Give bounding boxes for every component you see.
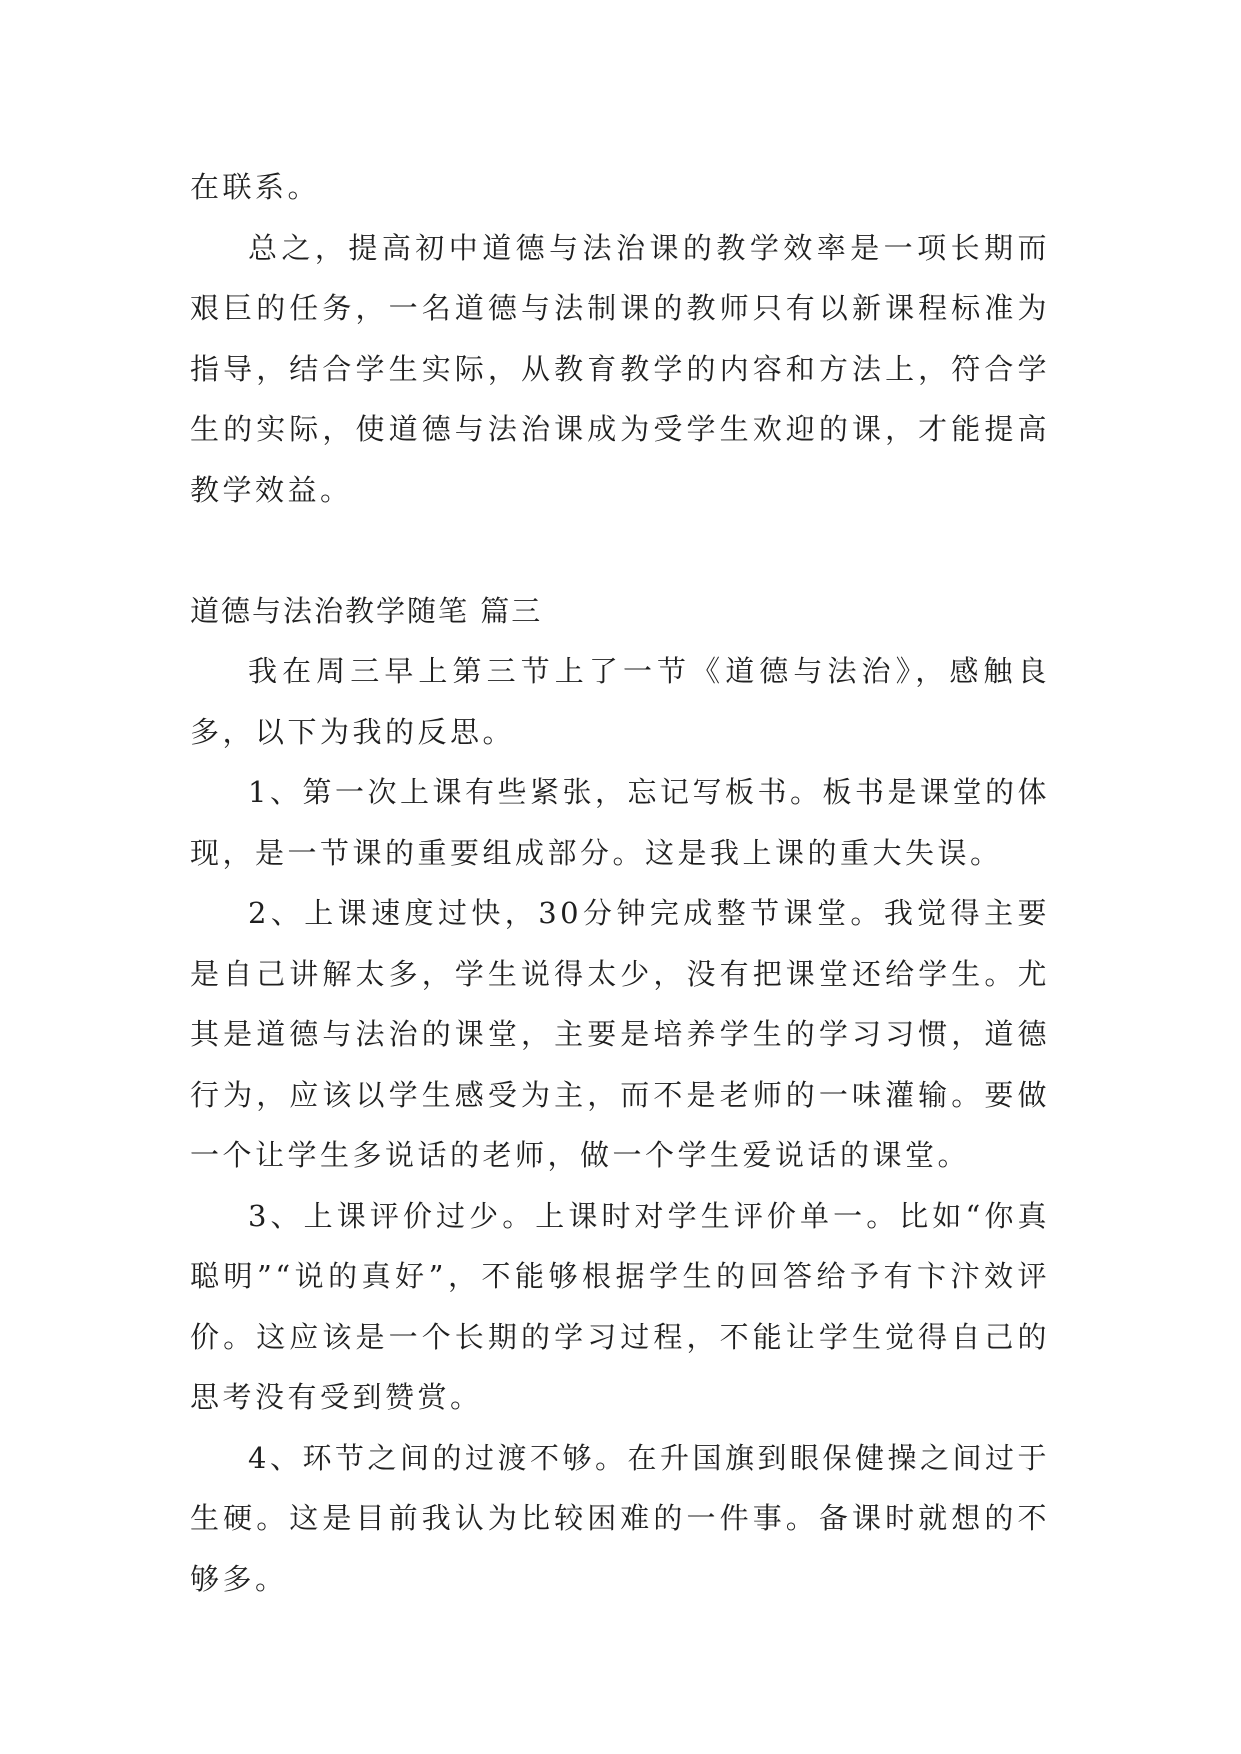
paragraph-point-1: 1、第一次上课有些紧张，忘记写板书。板书是课堂的体现，是一节课的重要组成部分。这是我上课的重大失误。 xyxy=(190,775,1050,870)
paragraph-intro: 我在周三早上第三节上了一节《道德与法治》，感触良多，以下为我的反思。 xyxy=(190,654,1050,749)
document-body xyxy=(190,157,1050,1609)
paragraph-point-3: 3、上课评价过少。上课时对学生评价单一。比如“你真聪明”“说的真好”，不能够根据学生的回答给予有卞汴效评价。这应该是一个长期的学习过程，不能让学生觉得自己的思考没有受到赞赏。 xyxy=(190,1198,1050,1414)
paragraph-conclusion: 总之，提高初中道德与法治课的教学效率是一项长期而艰巨的任务，一名道德与法制课的教师只有以新课程标准为指导，结合学生实际，从教育教学的内容和方法上，符合学生的实际，使道德与法治课成为受学生欢迎的课，才能提高教学效益。 xyxy=(190,230,1050,507)
paragraph-point-4: 4、环节之间的过渡不够。在升国旗到眼保健操之间过于生硬。这是目前我认为比较困难的一件事。备课时就想的不够多。 xyxy=(190,1440,1050,1596)
section-heading: 道德与法治教学随笔 篇三 xyxy=(190,593,543,628)
paragraph-continuation: 在联系。 xyxy=(190,170,321,204)
paragraph-point-2: 2、上课速度过快，30分钟完成整节课堂。我觉得主要是自己讲解太多，学生说得太少，没有把课堂还给学生。尤其是道德与法治的课堂，主要是培养学生的学习习惯，道德行为，应该以学生感受为主，而不是老师的一味灌输。要做一个让学生多说话的老师，做一个学生爱说话的课堂。 xyxy=(190,896,1050,1172)
